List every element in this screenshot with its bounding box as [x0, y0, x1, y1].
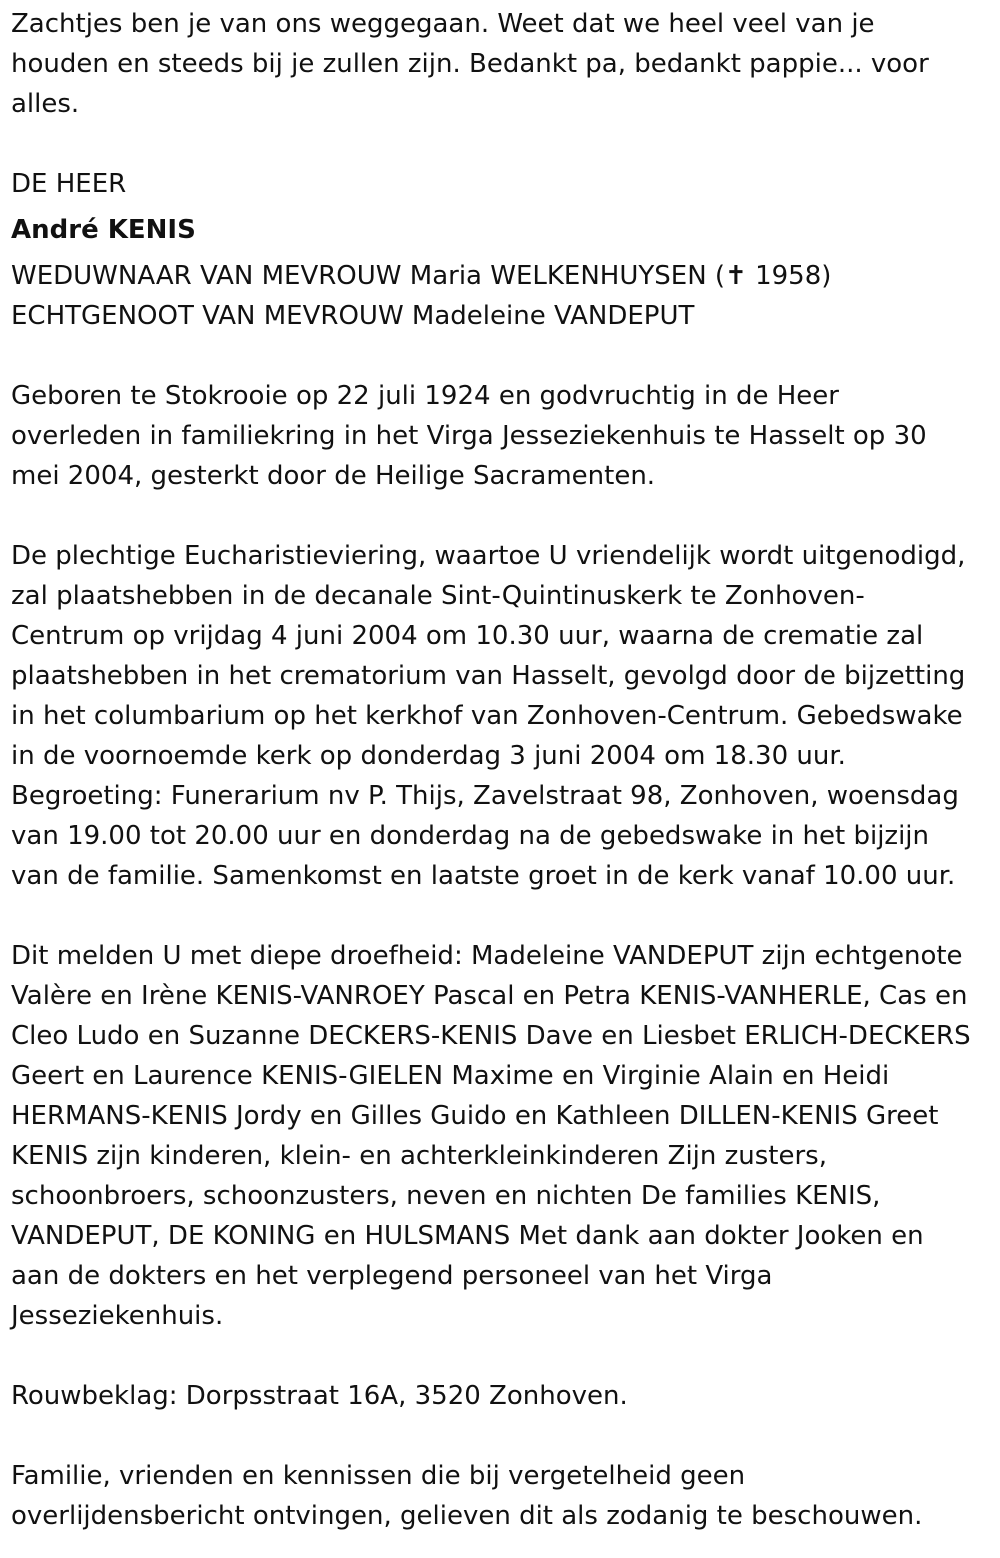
closing-text: Familie, vrienden en kennissen die bij vergetelheid geen overlijdensbericht ontvingen, gelieven dit als zodanig te beschouwen.	[11, 1461, 923, 1531]
birth-death-text: Geboren te Stokrooie op 22 juli 1924 en godvruchtig in de Heer overleden in familiekring in het Virga Jesseziekenhuis te Hasselt op 30 mei 2004, gesterkt door de Heilige Sacramenten.	[11, 381, 927, 491]
spacer	[11, 496, 1000, 536]
spacer	[11, 1416, 1000, 1456]
spacer	[11, 896, 1000, 936]
intro-text: Zachtjes ben je van ons weggegaan. Weet dat we heel veel van je houden en steeds bij je zullen zijn. Bedankt pa, bedankt pappie... voor alles.	[11, 9, 929, 119]
salutation: DE HEER	[11, 169, 127, 199]
spacer	[11, 124, 1000, 164]
spacer	[11, 1336, 1000, 1376]
family-text: Dit melden U met diepe droefheid: Madeleine VANDEPUT zijn echtgenote Valère en Irène KENIS-VANROEY Pascal en Petra KENIS-VANHERLE, Cas en Cleo Ludo en Suzanne DECKERS-KENIS Dave en Liesbet ERLICH-DECKERS Geert en Laurence KENIS-GIELEN Maxime en Virginie Alain en Heidi HERMANS-KENIS Jordy en Gilles Guido en Kathleen DILLEN-KENIS Greet KENIS zijn kinderen, klein- en achterkleinkinderen Zijn zusters, schoonbroers, schoonzusters, neven en nichten De families KENIS, VANDEPUT, DE KONING en HULSMANS Met dank aan dokter Jooken en aan de dokters en het verplegend personeel van het Virga Jesseziekenhuis.	[11, 941, 971, 1331]
spacer	[11, 336, 1000, 376]
relations-text: WEDUWNAAR VAN MEVROUW Maria WELKENHUYSEN (✝ 1958) ECHTGENOOT VAN MEVROUW Madeleine VANDEPUT	[11, 261, 832, 331]
ceremony-text: De plechtige Eucharistieviering, waartoe U vriendelijk wordt uitgenodigd, zal plaatshebben in de decanale Sint-Quintinuskerk te Zonhoven- Centrum op vrijdag 4 juni 2004 om 10.30 uur, waarna de crematie zal plaatshebben in het crematorium van Hasselt, gevolgd door de bijzetting in het columbarium op het kerkhof van Zonhoven-Centrum. Gebedswake in de voornoemde kerk op donderdag 3 juni 2004 om 18.30 uur. Begroeting: Funerarium nv P. Thijs, Zavelstraat 98, Zonhoven, woensdag van 19.00 tot 20.00 uur en donderdag na de gebedswake in het bijzijn van de familie. Samenkomst en laatste groet in de kerk vanaf 10.00 uur.	[11, 541, 966, 891]
deceased-name: André KENIS	[11, 215, 196, 245]
condolence-address: Rouwbeklag: Dorpsstraat 16A, 3520 Zonhoven.	[11, 1381, 628, 1411]
